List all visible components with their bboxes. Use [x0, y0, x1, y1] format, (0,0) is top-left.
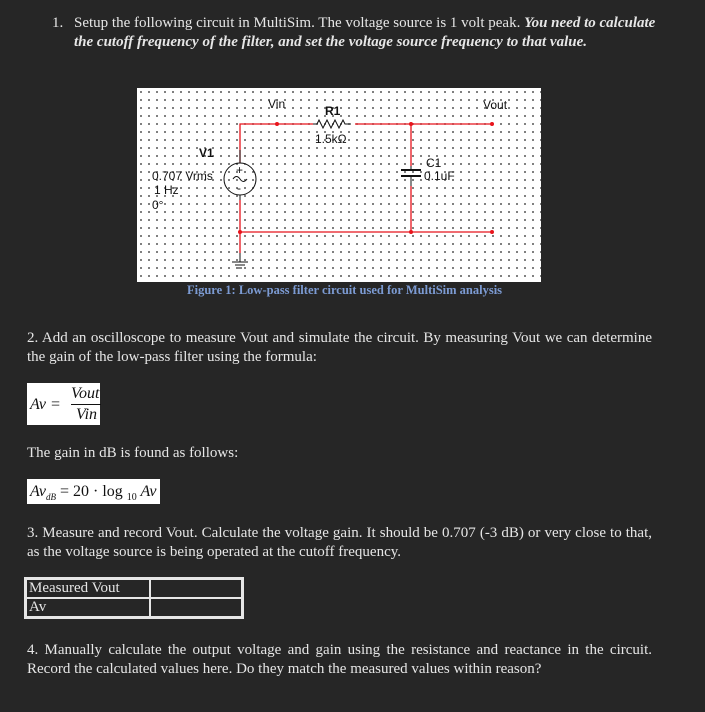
- av-cell[interactable]: [150, 598, 242, 617]
- wires: [240, 124, 492, 253]
- table-row: Av: [26, 598, 242, 617]
- v-phase: 0°: [152, 198, 164, 212]
- vout-label: Vout: [483, 98, 508, 112]
- v-amplitude: 0.707 Vrms: [152, 169, 213, 183]
- v-freq: 1 Hz: [154, 183, 179, 197]
- question-3: 3. Measure and record Vout. Calculate the voltage gain. It should be 0.707 (-3 dB) or very close to that, as the voltage source is being operated at the cutoff frequency.: [27, 525, 652, 560]
- question-2: 2. Add an oscilloscope to measure Vout and simulate the circuit. By measuring Vout we can determine the gain of the low-pass filter using the formula:: [27, 330, 652, 365]
- svg-text:-: -: [237, 181, 241, 195]
- v-name: V1: [199, 146, 214, 160]
- table-row: Measured Vout: [26, 579, 242, 598]
- question-1: 1. Setup the following circuit in MultiSim. The voltage source is 1 volt peak. You need to calculate the cutoff frequency of the filter, and set the voltage source frequency to that value.: [52, 15, 656, 50]
- junction-dots: [238, 122, 494, 234]
- vin-label: Vin: [268, 97, 286, 111]
- results-table: [24, 577, 244, 619]
- question-1-emphasis: You need to calculate the cutoff frequency of the filter, and set the voltage source frequency to that value.: [74, 15, 656, 50]
- question-1-text: Setup the following circuit in MultiSim. The voltage source is 1 volt peak.: [74, 15, 521, 31]
- resistor-icon: [313, 120, 351, 128]
- c-value: 0.1uF: [424, 169, 455, 183]
- gain-formula: Av = Vout Vin: [27, 383, 100, 425]
- r-name: R1: [325, 104, 341, 118]
- svg-text:+: +: [236, 163, 244, 177]
- r-value: 1.5kΩ: [315, 132, 347, 146]
- db-intro: The gain in dB is found as follows:: [27, 445, 239, 461]
- db-formula: $Av_{dB} = 20 \cdot \log _{10}$ Av: [27, 479, 160, 504]
- circuit-schematic: [137, 88, 541, 282]
- question-4: 4. Manually calculate the output voltage and gain using the resistance and reactance in the circuit. Record the calculated values here. Do they match the measured values within reason?: [27, 642, 652, 677]
- c-name: C1: [426, 156, 442, 170]
- figure-caption: Figure 1: Low-pass filter circuit used for MultiSim analysis: [187, 283, 503, 297]
- measured-vout-cell[interactable]: [150, 579, 242, 598]
